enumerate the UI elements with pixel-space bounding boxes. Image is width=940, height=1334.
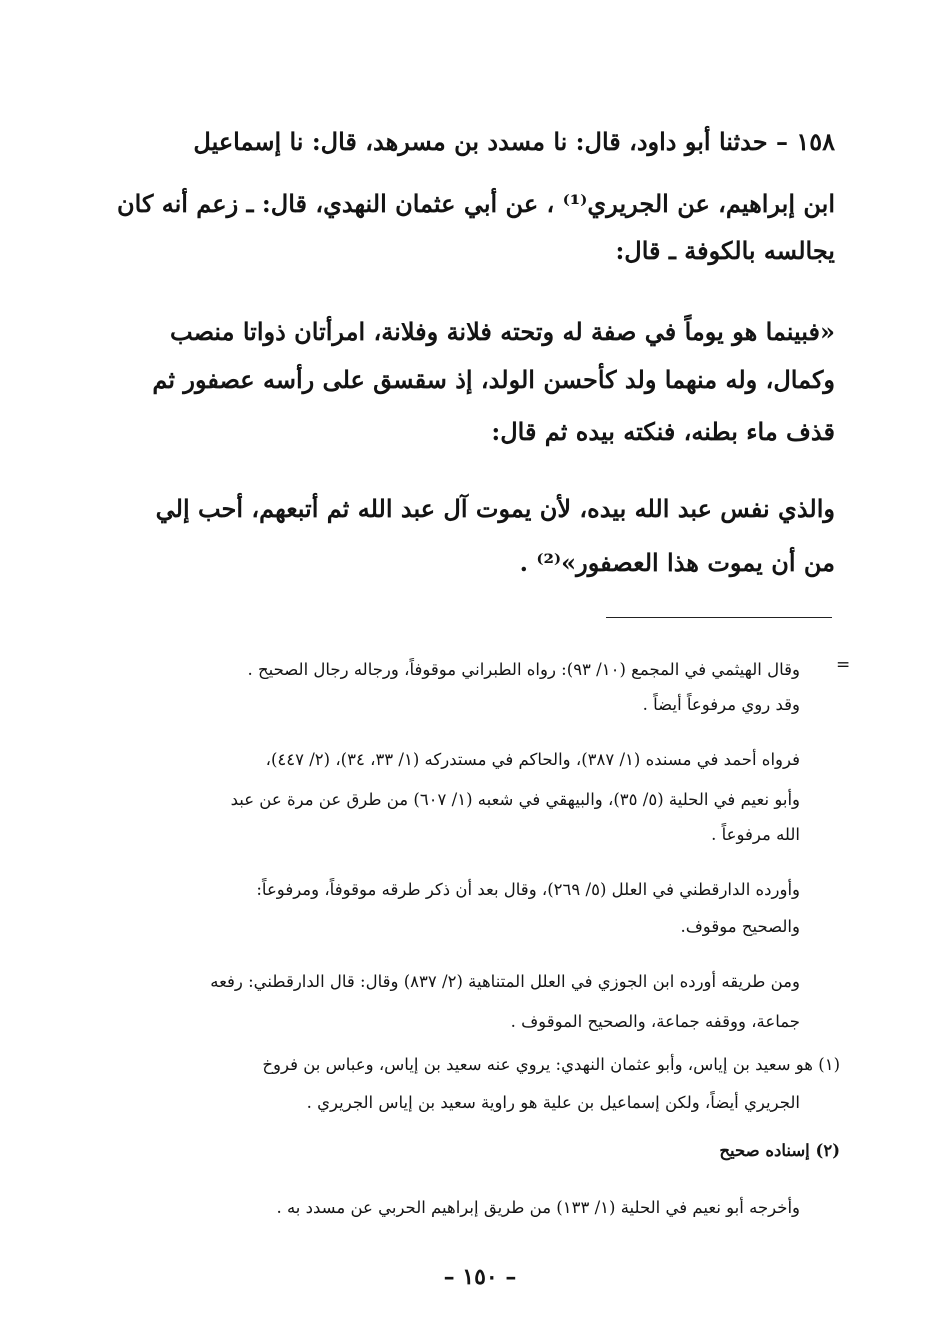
footnote-line: الجريري أيضاً، ولكن إسماعيل بن علية هو راوية سعيد بن إياس الجريري .: [306, 1093, 800, 1112]
footnote-line: وأبو نعيم في الحلية (٥/ ٣٥)، والبيهقي في شعبه (١/ ٦٠٧) من طرق عن مرة عن عبد: [230, 790, 800, 809]
continuation-mark: =: [836, 655, 851, 675]
footnote-line: وأخرجه أبو نعيم في الحلية (١/ ١٣٣) من طريق إبراهيم الحربي عن مسدد به .: [276, 1198, 800, 1217]
footnote-2: (٢) إسناده صحيح: [719, 1141, 840, 1160]
hadith-line: والذي نفس عبد الله بيده، لأن يموت آل عبد الله ثم أتبعهم، أحب إلي: [155, 494, 835, 523]
footnote-line: والصحيح موقوف.: [680, 917, 800, 936]
hadith-line: ١٥٨ – حدثنا أبو داود، قال: نا مسدد بن مسرهد، قال: نا إسماعيل: [193, 127, 835, 156]
hadith-line: قذف ماء بطنه، فنكته بيده ثم قال:: [491, 417, 835, 446]
hadith-line: من أن يموت هذا العصفور»⁽²⁾ .: [519, 548, 835, 577]
footnote-line: الله مرفوعاً .: [711, 825, 800, 844]
footnote-line: وأورده الدارقطني في العلل (٥/ ٢٦٩)، وقال بعد أن ذكر طرقه موقوفاً، ومرفوعاً:: [256, 880, 800, 899]
hadith-line: وكمال، وله منهما ولد كأحسن الولد، إذ سقسق على رأسه عصفور ثم: [152, 365, 835, 394]
footnote-line: وقال الهيثمي في المجمع (١٠/ ٩٣): رواه الطبراني موقوفاً، ورجاله رجال الصحيح .: [247, 660, 800, 679]
hadith-line: ابن إبراهيم، عن الجريري⁽¹⁾ ، عن أبي عثمان النهدي، قال: ـ زعم أنه كان: [117, 189, 835, 218]
hadith-line: يجالسه بالكوفة ـ قال:: [615, 236, 835, 265]
footnote-line: فرواه أحمد في مسنده (١/ ٣٨٧)، والحاكم في مستدركه (١/ ٣٣، ٣٤)، (٢/ ٤٤٧)،: [265, 750, 800, 769]
footnote-line: ومن طريقه أورده ابن الجوزي في العلل المتناهية (٢/ ٨٣٧) وقال: قال الدارقطني: رفعه: [210, 972, 800, 991]
footnote-line: جماعة، ووقفه جماعة، والصحيح الموقوف .: [510, 1012, 800, 1031]
footnote-separator: [606, 617, 832, 618]
hadith-line: «فبينما هو يوماً في صفة له وتحته فلانة وفلانة، امرأتان ذواتا منصب: [170, 317, 835, 346]
footnote-line: وقد روي مرفوعاً أيضاً .: [642, 695, 800, 714]
footnote-1: (١) هو سعيد بن إياس، وأبو عثمان النهدي: يروي عنه سعيد بن إياس، وعباس بن فروخ: [262, 1055, 840, 1074]
page-number: – ١٥٠ –: [443, 1264, 517, 1290]
